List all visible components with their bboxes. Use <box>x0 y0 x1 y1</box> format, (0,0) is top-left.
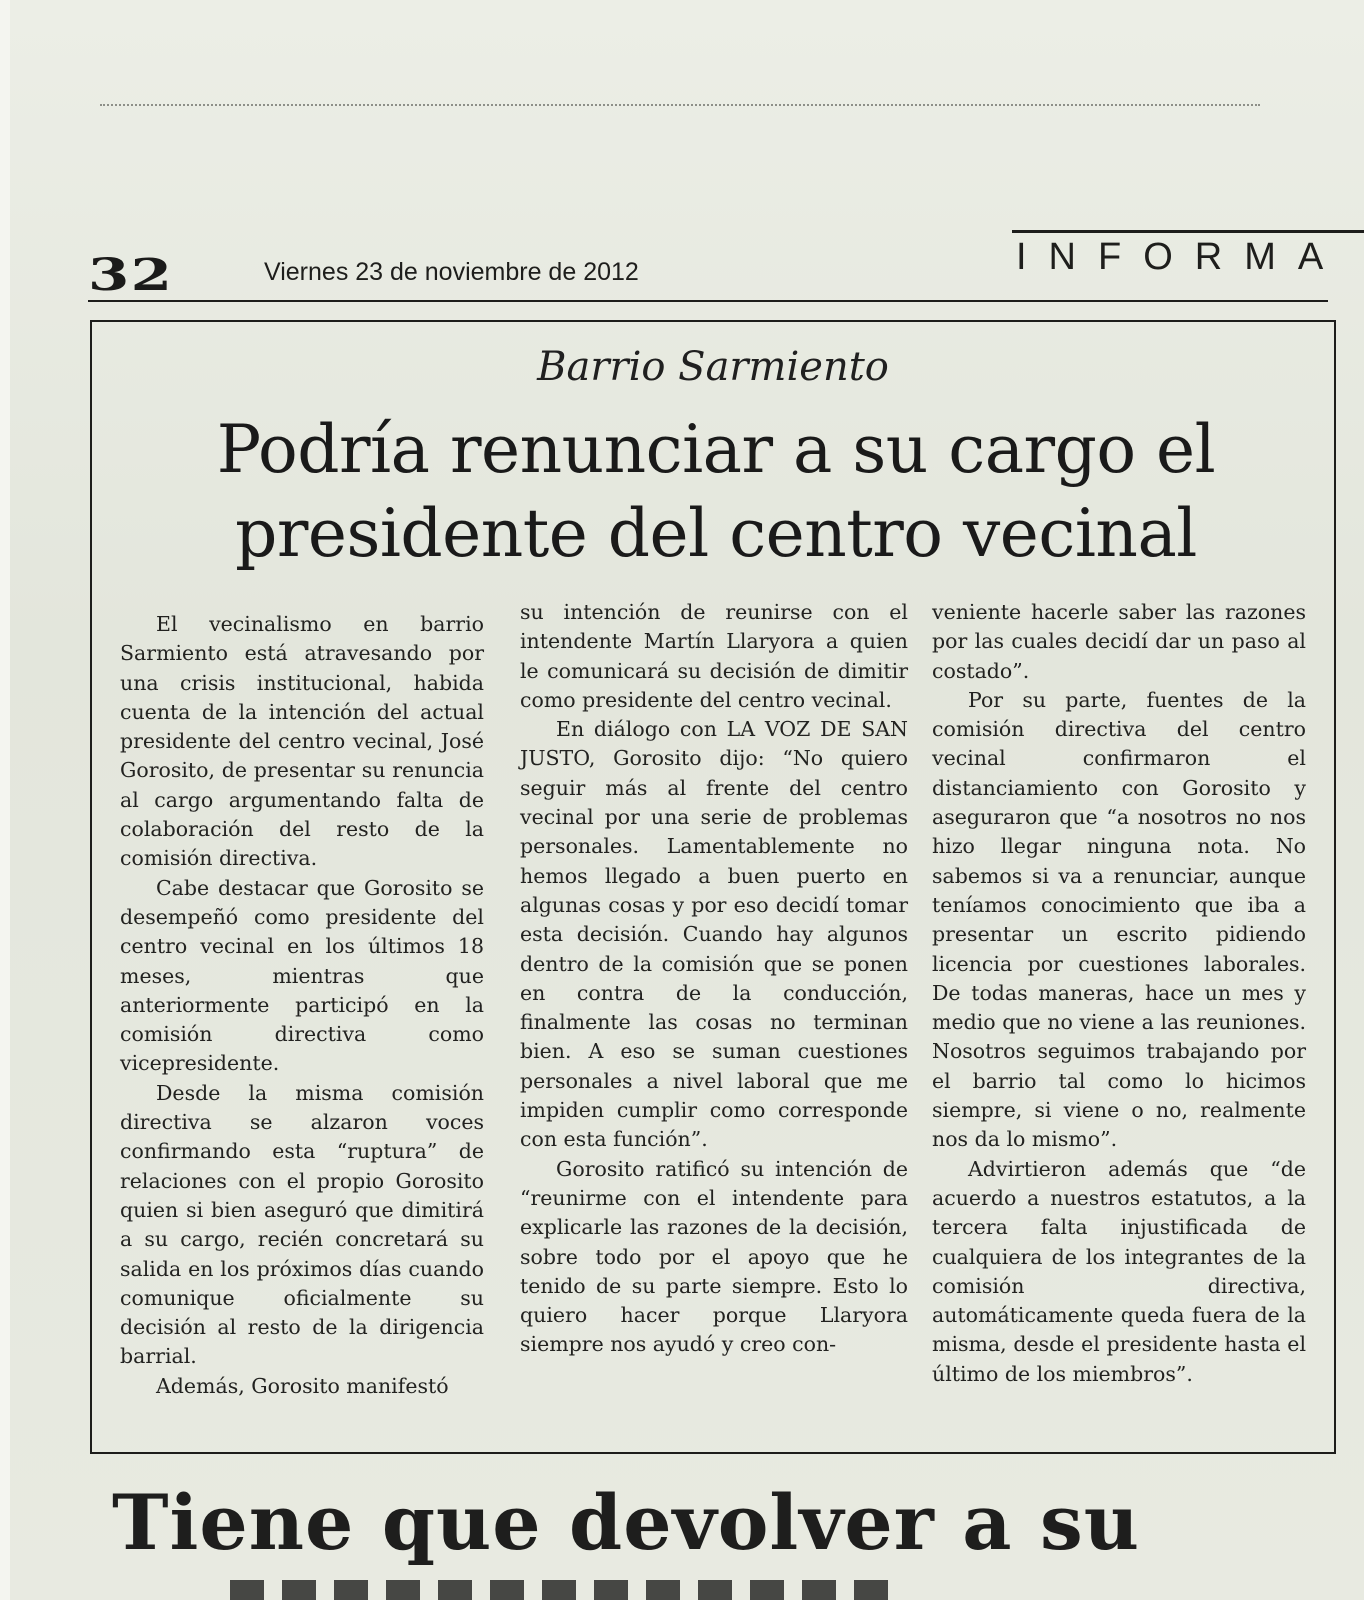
paragraph: su intención de reunirse con el intendente Martín Llaryora a quien le comunicará su decisión de dimitir como presidente del centro vecinal. <box>520 600 908 712</box>
section-rule <box>1012 230 1364 233</box>
paragraph: Gorosito ratificó su intención de “reunirme con el intendente para explicarle las razones de la decisión, sobre todo por el apoyo que he tenido de su parte siempre. Esto lo quiero hacer porque Llaryora siempre nos ayudó y creo con- <box>520 1156 908 1357</box>
paragraph: Por su parte, fuentes de la comisión directiva del centro vecinal confirmaron el distanciamiento con Gorosito y aseguraron que “a nosotros no nos hizo llegar ninguna nota. No sabemos si va a renunciar, aunque teníamos conocimiento que iba a presentar un escrito pidiendo licencia por cuestiones laborales. De todas maneras, hace un mes y medio que no viene a las reuniones. Nosotros seguimos trabajando por el barrio tal como lo hicimos siempre, si viene o no, realmente nos da lo mismo”. <box>932 687 1306 1152</box>
page-number: 32 <box>88 250 174 301</box>
article-headline: Podría renunciar a su cargo el presidente del centro vecinal <box>216 411 1216 572</box>
paper-edge <box>0 0 10 1600</box>
paragraph: Además, Gorosito manifestó <box>156 1373 449 1398</box>
article-column-3 <box>932 598 1306 1389</box>
paragraph: Desde la misma comisión directiva se alzaron voces confirmando esta “ruptura” de relaciones con el propio Gorosito quien si bien aseguró que dimitirá a su cargo, recién concretará su salida en los próximos días cuando comunique oficialmente su decisión al resto de la dirigencia barrial. <box>120 1080 484 1369</box>
paragraph: Advirtieron además que “de acuerdo a nuestros estatutos, a la tercera falta injustificada de cualquiera de los integrantes de la comisión directiva, automáticamente queda fuera de la misma, desde el presidente hasta el último de los miembros”. <box>932 1156 1306 1386</box>
header-rule <box>88 300 1328 302</box>
paragraph: En diálogo con LA VOZ DE SAN JUSTO, Gorosito dijo: “No quiero seguir más al frente del centro vecinal por una serie de problemas personales. Lamentablemente no hemos llegado a buen puerto en algunas cosas y por eso decidí tomar esta decisión. Cuando hay algunos dentro de la comisión que se ponen en contra de la conducción, finalmente las cosas no terminan bien. A eso se suman cuestiones personales a nivel laboral que me impiden cumplir como corresponde con esta función”. <box>520 717 908 1152</box>
next-article-headline: Tiene que devolver a su <box>112 1478 1141 1567</box>
paragraph: El vecinalismo en barrio Sarmiento está atravesando por una crisis institucional, habida cuenta de la intención del actual presidente del centro vecinal, José Gorosito, de presentar su renuncia al cargo argumentando falta de colaboración del resto de la comisión directiva. <box>120 612 484 871</box>
publication-date: Viernes 23 de noviembre de 2012 <box>264 258 639 286</box>
article-column-2 <box>520 598 908 1360</box>
section-name: INFORMA <box>1016 236 1346 278</box>
paragraph: veniente hacerle saber las razones por las cuales decidí dar un paso al costado”. <box>932 600 1306 683</box>
cut-off-headline-line <box>230 1580 890 1600</box>
fold-line <box>100 104 1260 106</box>
article-kicker: Barrio Sarmiento <box>537 344 889 390</box>
article-column-1 <box>120 610 484 1401</box>
article-box <box>90 320 1336 1454</box>
paragraph: Cabe destacar que Gorosito se desempeñó como presidente del centro vecinal en los últimos 18 meses, mientras que anteriormente participó en la comisión directiva como vicepresidente. <box>120 875 484 1076</box>
